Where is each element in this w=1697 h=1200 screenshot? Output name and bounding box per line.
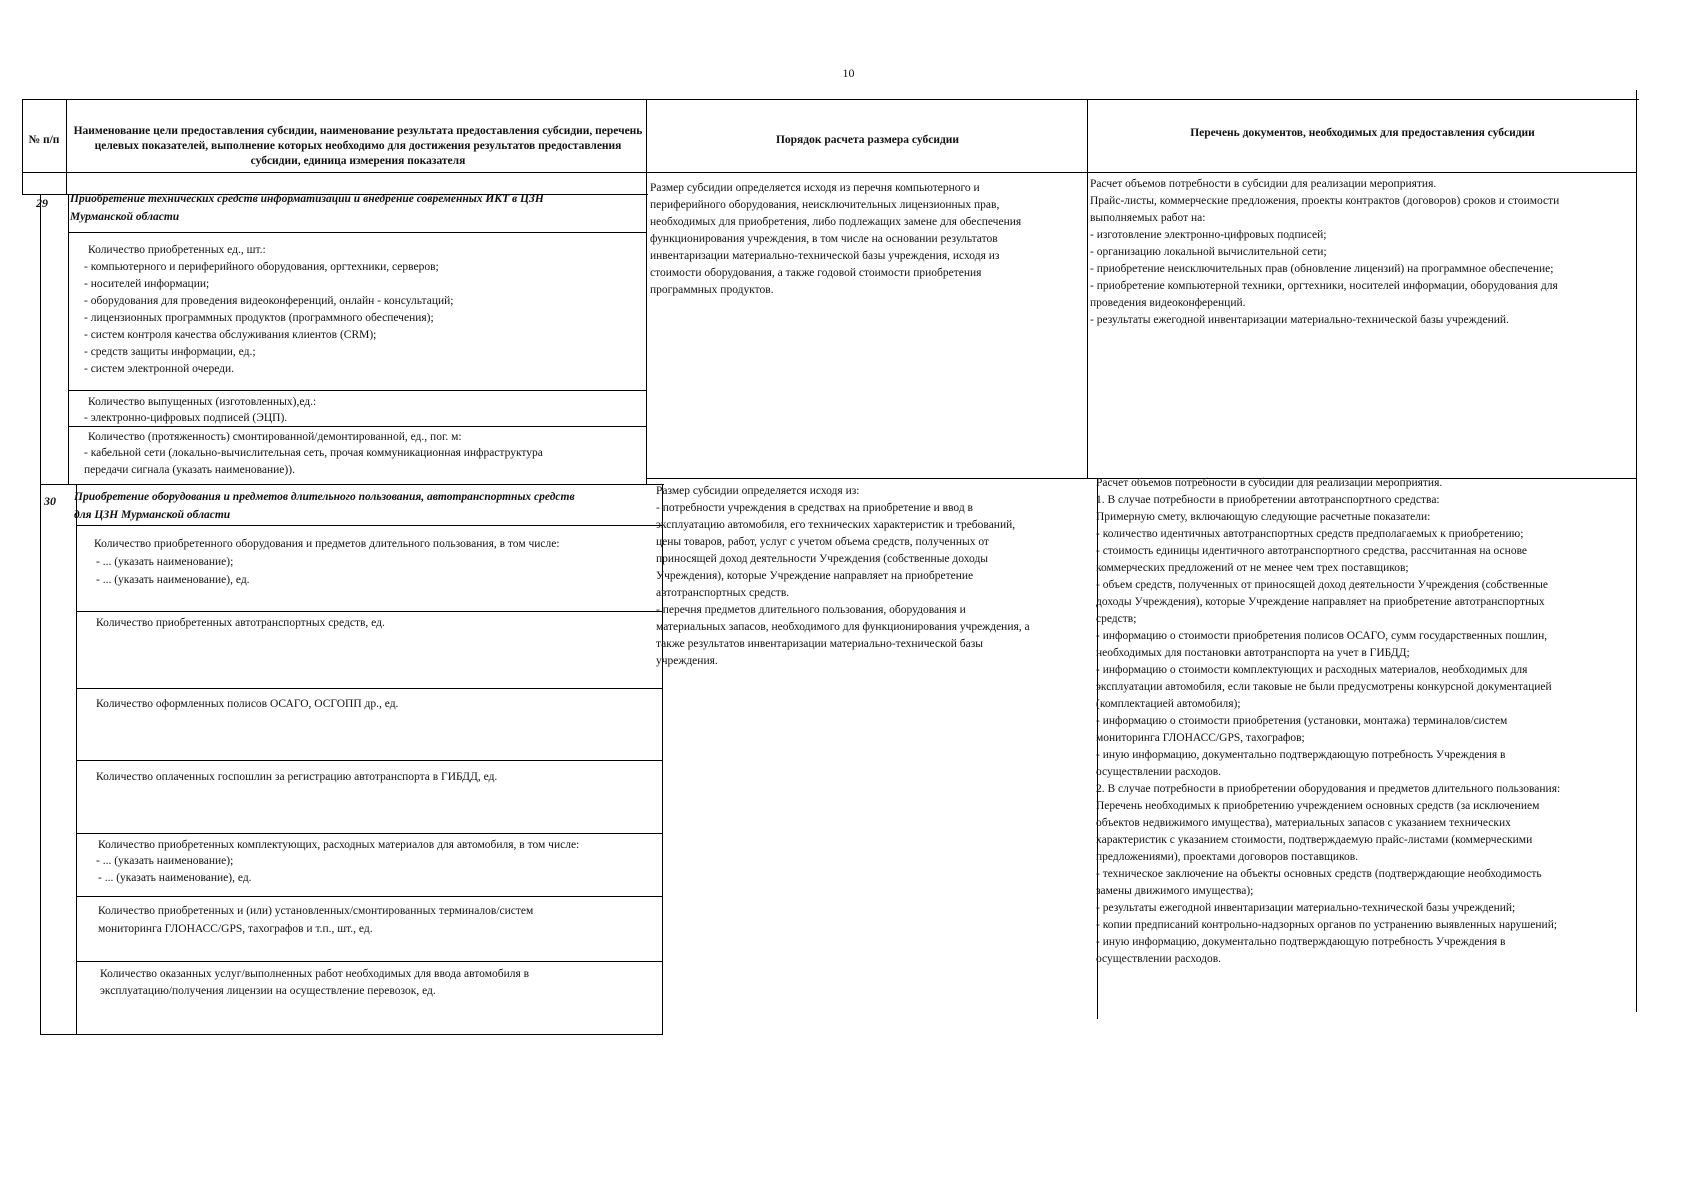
calc-line: приносящей доход деятельности Учреждения (собственные доходы <box>656 553 989 565</box>
indicator-line: Количество приобретенных ед., шт.: <box>88 244 266 256</box>
indicator-line: Количество оформленных полисов ОСАГО, ОСГОПП др., ед. <box>96 698 399 710</box>
indicator-line: - ... (указать наименование); <box>96 855 234 867</box>
calc-line: - потребности учреждения в средствах на приобретение и ввод в <box>656 502 973 514</box>
docs-line: доходы Учреждения), которые Учреждение направляет на приобретение автотранспортных <box>1096 596 1545 608</box>
calc-line: также результатов инвентаризации материально-технической базы <box>656 638 983 650</box>
docs-line: - иную информацию, документально подтверждающую потребность Учреждения в <box>1096 936 1506 948</box>
docs-line: - иную информацию, документально подтверждающую потребность Учреждения в <box>1096 749 1506 761</box>
row-number: 30 <box>44 494 56 508</box>
docs-line: - объем средств, полученных от приносящей доход деятельности Учреждения (собственные <box>1096 579 1549 591</box>
row-title-line: Приобретение оборудования и предметов длительного пользования, автотранспортных средств <box>74 491 575 503</box>
indicator-line: Количество приобретенных и (или) установленных/смонтированных терминалов/систем <box>98 905 534 917</box>
row-title-line: для ЦЗН Мурманской области <box>74 509 231 521</box>
indicator-line: Количество приобретенных автотранспортных средств, ед. <box>96 617 385 629</box>
row-title-line: Приобретение технических средств информатизации и внедрение современных ИКТ в ЦЗН <box>70 193 544 205</box>
indicator-line: - систем контроля качества обслуживания клиентов (CRM); <box>84 329 377 341</box>
calc-line: цены товаров, работ, услуг с учетом объема средств, полученных от <box>656 536 989 548</box>
indicator-line: - систем электронной очереди. <box>84 363 235 375</box>
header-calc: Порядок расчета размера субсидии <box>775 133 960 146</box>
indicator-line: передачи сигнала (указать наименование)). <box>84 464 295 476</box>
docs-line: - информацию о стоимости комплектующих и расходных материалов, необходимых для <box>1096 664 1528 676</box>
calc-line: - перечня предметов длительного пользования, оборудования и <box>656 604 966 616</box>
docs-line: необходимых для постановки автотранспорта на учет в ГИБДД; <box>1096 647 1410 659</box>
indicator-line: - ... (указать наименование), ед. <box>96 574 250 586</box>
indicator-line: Количество (протяженность) смонтированной/демонтированной, ед., пог. м: <box>88 431 462 443</box>
header-docs: Перечень документов, необходимых для предоставления субсидии <box>1190 126 1535 139</box>
docs-line: 2. В случае потребности в приобретении оборудования и предметов длительного пользования: <box>1096 783 1561 795</box>
docs-line: Расчет объемов потребности в субсидии для реализации мероприятия. <box>1090 178 1437 190</box>
calc-line: инвентаризации материально-технической базы учреждения, исходя из <box>650 250 1000 262</box>
docs-line: - информацию о стоимости приобретения (установки, монтажа) терминалов/систем <box>1096 715 1508 727</box>
docs-line: осуществлении расходов. <box>1096 766 1222 778</box>
indicator-line: - лицензионных программных продуктов (программного обеспечения); <box>84 312 434 324</box>
docs-line: предложениями), проектами договоров поставщиков. <box>1096 851 1359 863</box>
indicator-line: - носителей информации; <box>84 278 210 290</box>
calc-line: Учреждения), которые Учреждение направляет на приобретение <box>656 570 974 582</box>
calc-line: программных продуктов. <box>650 284 774 296</box>
docs-line: 1. В случае потребности в приобретении автотранспортного средства: <box>1096 494 1440 506</box>
calc-line: Размер субсидии определяется исходя из: <box>656 485 860 497</box>
indicator-line: Количество выпущенных (изготовленных),ед.: <box>88 396 317 408</box>
indicator-line: эксплуатацию/получения лицензии на осуществление перевозок, ед. <box>100 985 436 997</box>
header-num: № п/п <box>28 133 60 146</box>
docs-line: - организацию локальной вычислительной сети; <box>1090 246 1327 258</box>
header-name: Наименование цели предоставления субсидии, наименование результата предоставления субсидии, перечень целевых показателей, выполнение которых необходимо для достижения результатов предоставления субсидии, единица измерения показателя <box>73 124 643 167</box>
docs-line: осуществлении расходов. <box>1096 953 1222 965</box>
calc-line: стоимости оборудования, а также годовой стоимости приобретения <box>650 267 982 279</box>
docs-line: замены движимого имущества); <box>1096 885 1254 897</box>
docs-line: - стоимость единицы идентичного автотранспортного средства, рассчитанная на основе <box>1096 545 1528 557</box>
row-title-line: Мурманской области <box>70 211 180 223</box>
calc-line: материальных запасов, необходимого для функционирования учреждения, а <box>656 621 1030 633</box>
docs-line: - копии предписаний контрольно-надзорных органов по устранению выявленных нарушений; <box>1096 919 1558 931</box>
indicator-line: - ... (указать наименование), ед. <box>98 872 252 884</box>
indicator-line: - кабельной сети (локально-вычислительная сеть, прочая коммуникационная инфраструктура <box>84 447 543 459</box>
calc-line: функционирования учреждения, в том числе на основании результатов <box>650 233 998 245</box>
docs-line: мониторинга ГЛОНАСС/GPS, тахографов; <box>1096 732 1305 744</box>
docs-line: Расчет объемов потребности в субсидии для реализации мероприятия. <box>1096 477 1443 489</box>
indicator-line: - ... (указать наименование); <box>96 556 234 568</box>
indicator-line: - оборудования для проведения видеоконференций, онлайн - консультаций; <box>84 295 454 307</box>
calc-line: учреждения. <box>656 655 718 667</box>
calc-line: автотранспортных средств. <box>656 587 790 599</box>
indicator-line: - компьютерного и периферийного оборудования, оргтехники, серверов; <box>84 261 439 273</box>
calc-line: Размер субсидии определяется исходя из перечня компьютерного и <box>650 182 980 194</box>
docs-line: эксплуатации автомобиля, если таковые не были предусмотрены конкурсной документацией <box>1096 681 1552 693</box>
row-number: 29 <box>36 196 48 210</box>
docs-line: Примерную смету, включающую следующие расчетные показатели: <box>1096 511 1431 523</box>
docs-line: - результаты ежегодной инвентаризации материально-технической базы учреждений; <box>1096 902 1516 914</box>
docs-line: проведения видеоконференций. <box>1090 297 1246 309</box>
indicator-line: Количество оказанных услуг/выполненных работ необходимых для ввода автомобиля в <box>100 968 530 980</box>
indicator-line: - электронно-цифровых подписей (ЭЦП). <box>84 412 288 424</box>
indicator-line: Количество оплаченных госпошлин за регистрацию автотранспорта в ГИБДД, ед. <box>96 771 498 783</box>
docs-line: - информацию о стоимости приобретения полисов ОСАГО, сумм государственных пошлин, <box>1096 630 1548 642</box>
calc-line: периферийного оборудования, неисключительных лицензионных прав, <box>650 199 1000 211</box>
docs-line: Прайс-листы, коммерческие предложения, проекты контрактов (договоров) сроков и стоимости <box>1090 195 1560 207</box>
docs-line: - изготовление электронно-цифровых подписей; <box>1090 229 1327 241</box>
docs-line: выполняемых работ на: <box>1090 212 1206 224</box>
indicator-line: Количество приобретенных комплектующих, расходных материалов для автомобиля, в том числе: <box>98 839 580 851</box>
docs-line: коммерческих предложений от не менее чем трех поставщиков; <box>1096 562 1409 574</box>
indicator-line: Количество приобретенного оборудования и предметов длительного пользования, в том числе: <box>94 538 560 550</box>
docs-line: - приобретение неисключительных прав (обновление лицензий) на программное обеспечение; <box>1090 263 1554 275</box>
calc-line: эксплуатацию автомобиля, его технических характеристик и требований, <box>656 519 1016 531</box>
indicator-line: мониторинга ГЛОНАСС/GPS, тахографов и т.п., шт., ед. <box>98 923 373 935</box>
docs-line: объектов недвижимого имущества), материальных запасов с указанием технических <box>1096 817 1511 829</box>
calc-line: необходимых для приобретения, либо подлежащих замене для обеспечения <box>650 216 1022 228</box>
docs-line: характеристик с указанием стоимости, подтверждаемую прайс-листами (коммерческими <box>1096 834 1533 846</box>
docs-line: - результаты ежегодной инвентаризации материально-технической базы учреждений. <box>1090 314 1509 326</box>
docs-line: Перечень необходимых к приобретению учреждением основных средств (за исключением <box>1096 800 1540 812</box>
indicator-line: - средств защиты информации, ед.; <box>84 346 256 358</box>
docs-line: - техническое заключение на объекты основных средств (подтверждающие необходимость <box>1096 868 1542 880</box>
docs-line: средств; <box>1096 613 1137 625</box>
docs-line: - приобретение компьютерной техники, оргтехники, носителей информации, оборудования для <box>1090 280 1558 292</box>
page-number: 10 <box>842 66 855 80</box>
docs-line: - количество идентичных автотранспортных средств предполагаемых к приобретению; <box>1096 528 1524 540</box>
docs-line: (комплектацией автомобиля); <box>1096 698 1241 710</box>
